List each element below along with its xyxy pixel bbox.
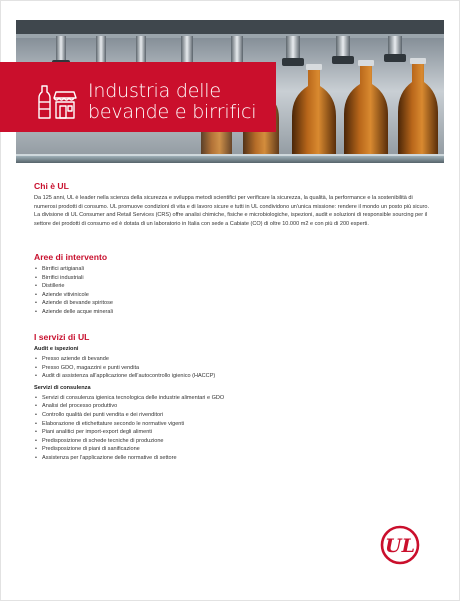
list-item: • Controllo qualità dei punti vendita e dei rivenditori	[34, 411, 430, 420]
audit-list	[34, 355, 430, 381]
list-item: • Analisi del processo produttivo	[34, 402, 430, 411]
list-item: • Predisposizione di schede tecniche di produzione	[34, 437, 430, 446]
hero-title-line2: bevande e birrifici	[88, 101, 257, 123]
list-item: • Distillerie	[34, 282, 430, 291]
list-item: • Presso aziende di bevande	[34, 355, 430, 364]
section-chi-e-ul	[34, 181, 430, 228]
chi-e-ul-paragraph: Da 125 anni, UL è leader nella scienza della sicurezza e sviluppa metodi scientifici per verificare la sicurezza, la qualità, la performance e la sostenibilità di numerosi prodotti di consumo. UL promuove condizioni di vita e di lavoro sicure e tutti in UL condividono un'unica missione: rendere il mondo un posto più sicuro. La divisione di UL Consumer and Retail Services (CRS) offre analisi chimiche, fisiche e microbiologiche, ispezioni, audit e soluzioni di responsible sourcing per il settore dei prodotti di consumo ed è dotata di un laboratorio in Italia con sede a Cabiate (CO) di oltre 10.000 m2 e con più di 200 esperti.	[34, 195, 429, 227]
ul-logo	[380, 525, 420, 570]
list-item: • Piani analitici per import-export degli alimenti	[34, 428, 430, 437]
list-item: • Elaborazione di etichettature secondo le normative vigenti	[34, 420, 430, 429]
beverage-shop-icon	[36, 84, 78, 129]
section-servizi	[34, 332, 430, 463]
chi-e-ul-heading: Chi è UL	[34, 181, 69, 191]
list-item: • Aziende vitivinicole	[34, 291, 430, 300]
section-aree-di-intervento	[34, 252, 430, 317]
list-item: • Audit di assistenza all'applicazione dell'autocontrollo igienico (HACCP)	[34, 372, 430, 381]
list-item: • Assistenza per l'applicazione delle normative di settore	[34, 454, 430, 463]
list-item: • Aziende delle acque minerali	[34, 308, 430, 317]
list-item: • Servizi di consulenza igienica tecnologica delle industrie alimentari e GDO	[34, 394, 430, 403]
hero-title-line1: Industria delle	[88, 80, 221, 102]
aree-heading: Aree di intervento	[34, 252, 108, 262]
audit-subheading: Audit e ispezioni	[34, 346, 79, 352]
consulenza-list	[34, 394, 430, 463]
aree-list	[34, 265, 430, 317]
list-item: • Predisposizione di piani di sanificazione	[34, 445, 430, 454]
list-item: • Presso GDO, magazzini e punti vendita	[34, 364, 430, 373]
ul-logo-text: UL	[385, 535, 415, 557]
servizi-heading: I servizi di UL	[34, 332, 90, 342]
consulenza-subheading: Servizi di consulenza	[34, 384, 91, 391]
list-item: • Aziende di bevande spiritose	[34, 299, 430, 308]
list-item: • Birrifici industriali	[34, 274, 430, 283]
hero-title	[88, 81, 278, 123]
list-item: • Birrifici artigianali	[34, 265, 430, 274]
